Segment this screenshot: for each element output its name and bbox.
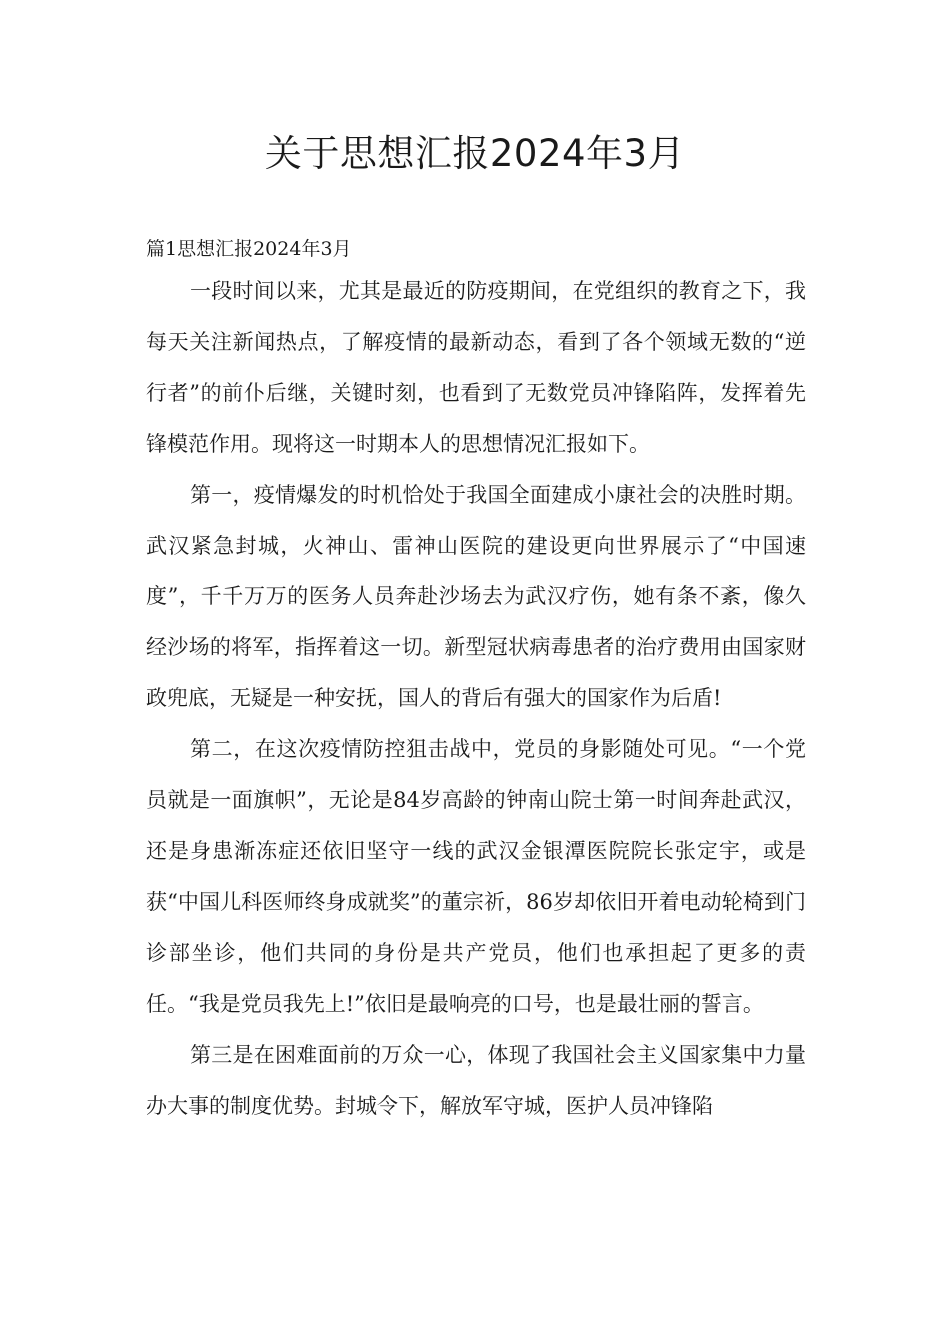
- document-body: [146, 234, 806, 1131]
- section-label: 篇1思想汇报2024年3月: [146, 238, 352, 260]
- paragraph-first: 第一，疫情爆发的时机恰处于我国全面建成小康社会的决胜时期。武汉紧急封城，火神山、雷神山医院的建设更向世界展示了“中国速度”，千千万万的医务人员奔赴沙场去为武汉疗伤，她有条不紊，像久经沙场的将军，指挥着这一切。新型冠状病毒患者的治疗费用由国家财政兜底，无疑是一种安抚，国人的背后有强大的国家作为后盾!: [146, 482, 806, 711]
- paragraph-second: 第二，在这次疫情防控狙击战中，党员的身影随处可见。“一个党员就是一面旗帜”，无论是84岁高龄的钟南山院士第一时间奔赴武汉，还是身患渐冻症还依旧坚守一线的武汉金银潭医院院长张定宇，或是获“中国儿科医师终身成就奖”的董宗祈，86岁却依旧开着电动轮椅到门诊部坐诊，他们共同的身份是共产党员，他们也承担起了更多的责任。“我是党员我先上!”依旧是最响亮的口号，也是最壮丽的誓言。: [146, 737, 806, 1016]
- document-title: 关于思想汇报2024年3月: [264, 132, 686, 175]
- paragraph-third: 第三是在困难面前的万众一心，体现了我国社会主义国家集中力量办大事的制度优势。封城令下，解放军守城，医护人员冲锋陷: [146, 1042, 806, 1118]
- paragraph-intro: 一段时间以来，尤其是最近的防疫期间，在党组织的教育之下，我每天关注新闻热点，了解疫情的最新动态，看到了各个领域无数的“逆行者”的前仆后继，关键时刻，也看到了无数党员冲锋陷阵，发挥着先锋模范作用。现将这一时期本人的思想情况汇报如下。: [146, 279, 806, 456]
